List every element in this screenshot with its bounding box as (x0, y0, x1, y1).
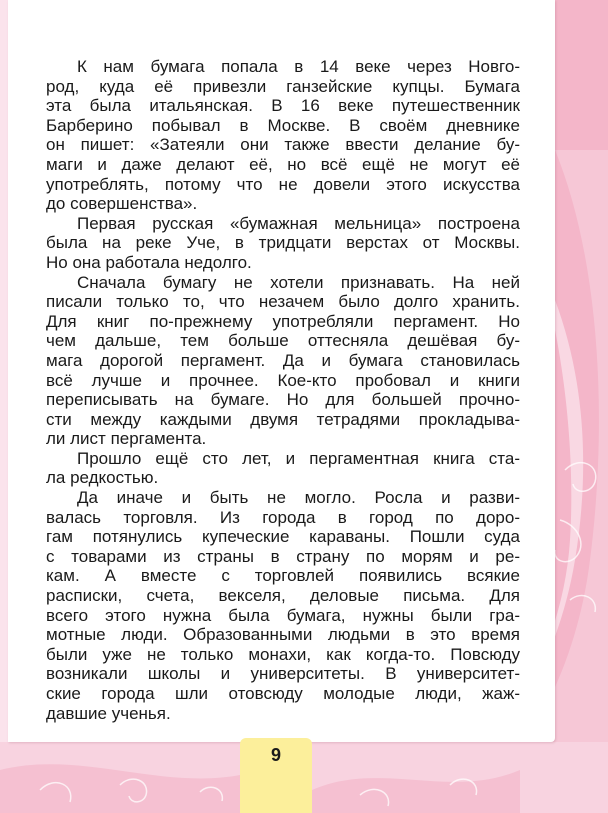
text-line: он пишет: «Затеяли они также ввести делание бу- (46, 135, 520, 155)
text-line: К нам бумага попала в 14 веке через Новго- (77, 57, 520, 76)
text-line: ла редкостью. (46, 468, 159, 488)
text-line: Но она работала недолго. (46, 252, 252, 272)
paragraph-2 (46, 214, 520, 273)
text-line: гам потянулись купеческие караваны. Пошли суда (46, 527, 520, 547)
text-line: эта была итальянская. В 16 веке путешественник (46, 96, 520, 116)
text-line: Барберино побывал в Москве. В своём дневнике (46, 115, 520, 135)
text-line: кам. А вместе с торговлей появились всякие (46, 566, 520, 586)
text-line: мага дорогой пергамент. Да и бумага становилась (46, 350, 520, 370)
text-line: была на реке Уче, в тридцати верстах от Москвы. (46, 233, 520, 253)
text-line: Сначала бумагу не хотели признавать. На ней (77, 272, 520, 292)
page-card (8, 0, 555, 742)
text-line: мотные люди. Образованными людьми в это время (46, 625, 520, 645)
text-line: маги и даже делают её, но всё ещё не могут её (46, 154, 520, 174)
text-line: Для книг по-прежнему употребляли пергамент. Но (46, 311, 520, 331)
paragraph-4 (46, 449, 520, 488)
text-line: переписывать на бумаге. Но для большей прочно- (46, 390, 520, 410)
text-line: ли лист пергамента. (46, 429, 207, 449)
paragraph-5 (46, 488, 520, 723)
text-line: ские города шли отовсюду молодые люди, жаж- (46, 684, 520, 703)
text-line: писали только то, что незачем было долго хранить. (46, 292, 520, 312)
text-line: Прошло ещё сто лет, и пергаментная книга ста- (77, 448, 520, 468)
text-line: всего этого нужна была бумага, нужны были гра- (46, 605, 520, 625)
text-line: давшие ученья. (46, 703, 171, 723)
text-line: были уже не только монахи, как когда-то. Повсюду (46, 644, 520, 664)
text-line: до совершенства». (46, 194, 198, 214)
text-line: расписки, счета, векселя, деловые письма. Для (46, 586, 520, 606)
text-line: всё лучше и прочнее. Кое-кто пробовал и книги (46, 370, 520, 390)
page-number-tab (240, 738, 312, 813)
text-line: возникали школы и университеты. В университет- (46, 664, 520, 684)
text-line: валась торговля. Из города в город по доро- (46, 507, 520, 527)
text-line: Да иначе и быть не могло. Росла и разви- (77, 488, 520, 508)
text-line: Первая русская «бумажная мельница» построена (77, 213, 520, 233)
text-line: сти между каждыми двумя тетрадями прокладыва- (46, 409, 520, 429)
page-number: 9 (270, 745, 281, 765)
paragraph-3 (46, 273, 520, 449)
text-block (46, 57, 520, 723)
text-line: чем дальше, тем больше оттесняла дешёвая бу- (46, 331, 520, 351)
text-line: род, куда её привезли ганзейские купцы. Бумага (46, 76, 520, 96)
paragraph-1 (46, 57, 520, 214)
text-line: с товарами из страны в страну по морям и ре- (46, 546, 520, 566)
text-line: употреблять, потому что не довели этого искусства (46, 174, 520, 194)
